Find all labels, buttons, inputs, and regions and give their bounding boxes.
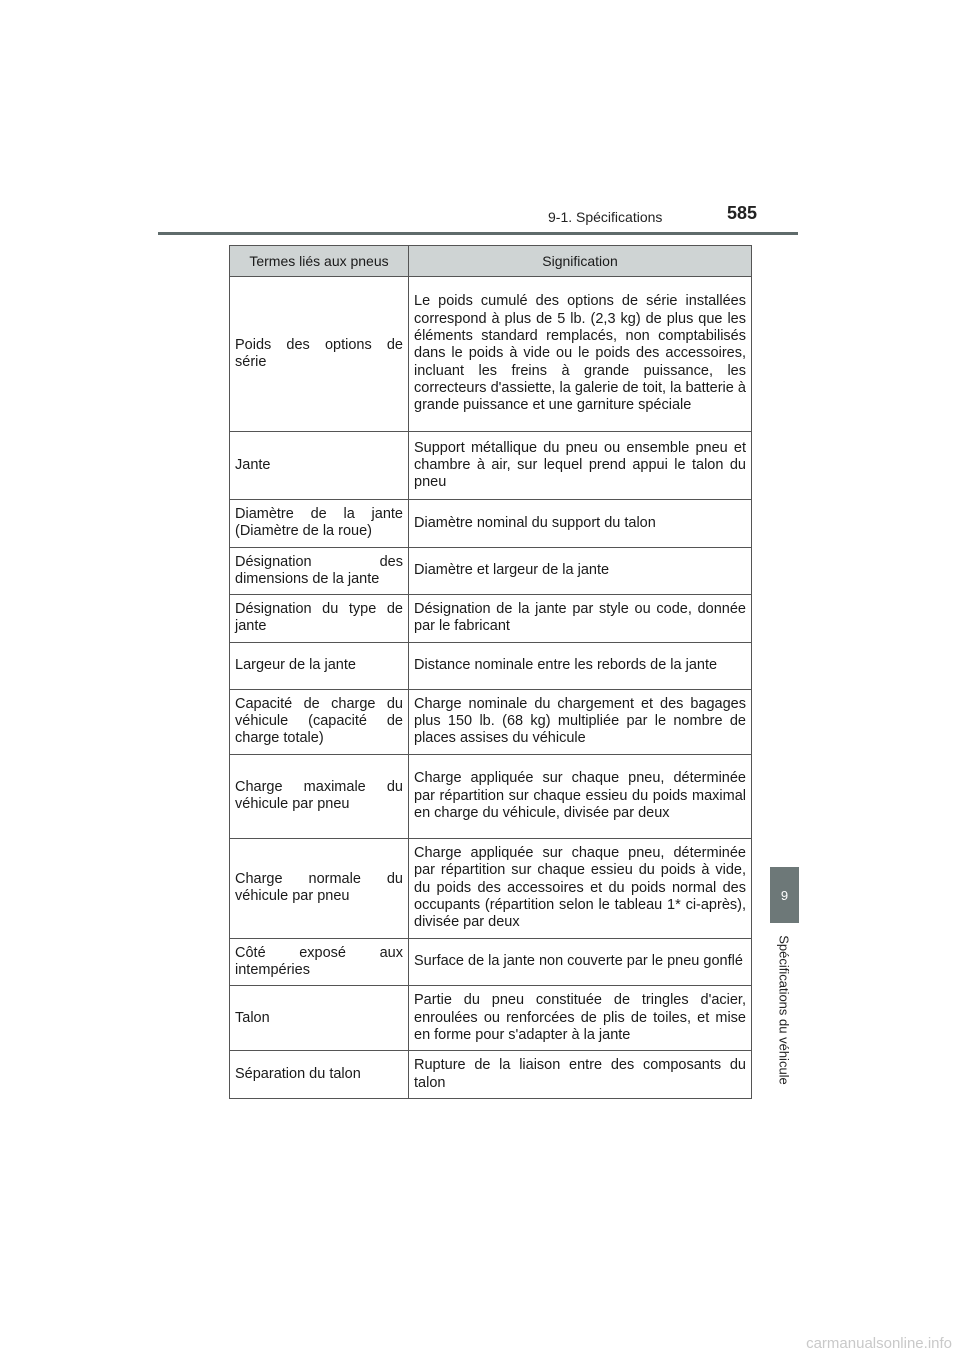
meaning-cell: Désignation de la jante par style ou code, donnée par le fabricant [409,595,752,643]
term-cell: Charge maximale du véhicule par pneu [230,754,409,838]
meaning-cell: Charge nominale du chargement et des bagages plus 150 lb. (68 kg) multipliée par le nombre de places assises du véhicule [409,689,752,754]
table-row [230,838,752,938]
term-cell: Désignation des dimensions de la jante [230,547,409,595]
meaning-cell: Charge appliquée sur chaque pneu, déterminée par répartition sur chaque essieu du poids maximal en charge du véhicule, divisée par deux [409,754,752,838]
column-header-term: Termes liés aux pneus [230,246,409,277]
term-cell: Largeur de la jante [230,642,409,689]
tire-terms-table [229,245,752,1099]
term-cell: Poids des options de série [230,277,409,432]
table-row [230,547,752,595]
meaning-cell: Diamètre nominal du support du talon [409,500,752,548]
term-cell: Désignation du type de jante [230,595,409,643]
term-cell: Capacité de charge du véhicule (capacité de charge totale) [230,689,409,754]
table-header-row [230,246,752,277]
term-cell: Séparation du talon [230,1051,409,1099]
table-row [230,754,752,838]
table-row [230,986,752,1051]
meaning-cell: Partie du pneu constituée de tringles d'acier, enroulées ou renforcées de plis de toiles, et mise en forme pour s'adapter à la jante [409,986,752,1051]
term-cell: Jante [230,432,409,500]
meaning-cell: Le poids cumulé des options de série installées correspond à plus de 5 lb. (2,3 kg) de plus que les éléments standard remplacés, non comptabilisés dans le poids à vide ou le poids des accessoires, incluant les freins à grande puissance, les correcteurs d'assiette, la galerie de toit, la batterie à grande puissance et une garniture spéciale [409,277,752,432]
meaning-cell: Charge appliquée sur chaque pneu, déterminée par répartition sur chaque essieu du poids à vide, du poids des accessoires et du poids normal des occupants (répartition selon le tableau 1* ci-après), divisée par deux [409,838,752,938]
meaning-cell: Support métallique du pneu ou ensemble pneu et chambre à air, sur lequel prend appui le talon du pneu [409,432,752,500]
chapter-label: Spécifications du véhicule [776,935,792,1085]
table-row [230,500,752,548]
chapter-tab [770,867,799,923]
table-row [230,938,752,986]
term-cell: Diamètre de la jante (Diamètre de la roue) [230,500,409,548]
table-row [230,277,752,432]
meaning-cell: Rupture de la liaison entre des composants du talon [409,1051,752,1099]
term-cell: Talon [230,986,409,1051]
page-number: 585 [727,203,758,223]
table-row [230,689,752,754]
section-title: 9-1. Spécifications [548,209,663,225]
table-row [230,595,752,643]
header-divider [158,232,798,235]
chapter-number: 9 [780,887,789,903]
term-cell: Côté exposé aux intempéries [230,938,409,986]
table-row [230,432,752,500]
meaning-cell: Diamètre et largeur de la jante [409,547,752,595]
meaning-cell: Surface de la jante non couverte par le pneu gonflé [409,938,752,986]
watermark: carmanualsonline.info [806,1335,952,1352]
meaning-cell: Distance nominale entre les rebords de la jante [409,642,752,689]
term-cell: Charge normale du véhicule par pneu [230,838,409,938]
table-row [230,642,752,689]
table-row [230,1051,752,1099]
column-header-meaning: Signification [409,246,752,277]
